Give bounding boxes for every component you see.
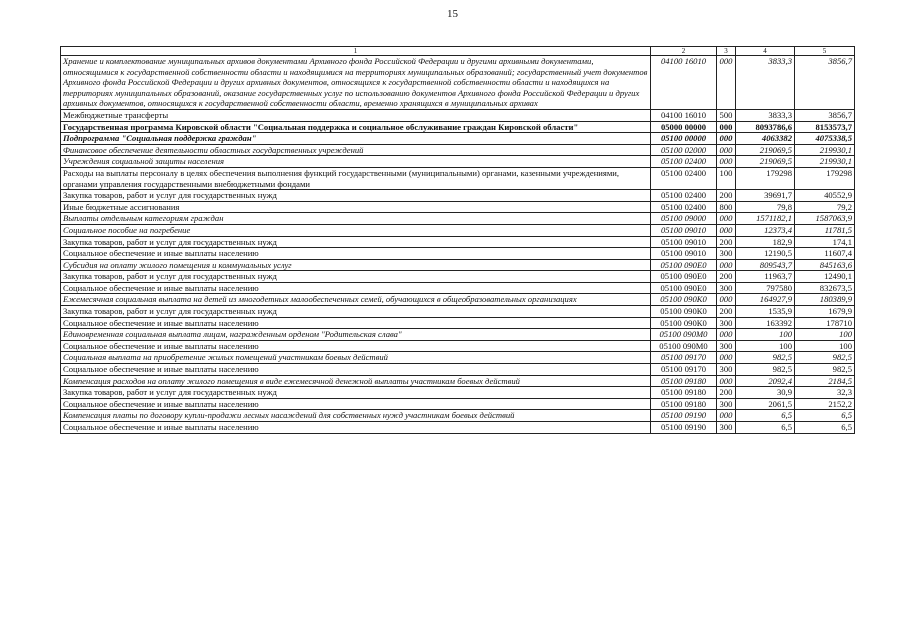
expense-type-code-cell: 000 xyxy=(717,121,736,133)
amount-year1-cell: 1535,9 xyxy=(736,306,795,318)
target-article-code-cell: 05100 02400 xyxy=(651,167,717,189)
table-row xyxy=(61,375,855,387)
table-row xyxy=(61,144,855,156)
amount-year2-cell: 100 xyxy=(795,329,855,341)
row-name-cell: Социальное обеспечение и иные выплаты населению xyxy=(61,282,651,294)
row-name-cell: Подпрограмма "Социальная поддержка граждан" xyxy=(61,133,651,145)
target-article-code-cell: 05100 09190 xyxy=(651,422,717,434)
amount-year2-cell: 174,1 xyxy=(795,236,855,248)
expense-type-code-cell: 300 xyxy=(717,248,736,260)
row-name-cell: Государственная программа Кировской области "Социальная поддержка и социальное обслуживание граждан Кировской области" xyxy=(61,121,651,133)
expense-type-code-cell: 300 xyxy=(717,282,736,294)
target-article-code-cell: 05100 09180 xyxy=(651,387,717,399)
table-row xyxy=(61,133,855,145)
amount-year2-cell: 11781,5 xyxy=(795,224,855,236)
amount-year1-cell: 982,5 xyxy=(736,364,795,376)
expense-type-code-cell: 000 xyxy=(717,294,736,306)
target-article-code-cell: 04100 16010 xyxy=(651,109,717,121)
target-article-code-cell: 05100 09010 xyxy=(651,236,717,248)
amount-year2-cell: 219930,1 xyxy=(795,156,855,168)
expense-type-code-cell: 000 xyxy=(717,213,736,225)
amount-year1-cell: 12190,5 xyxy=(736,248,795,260)
table-row xyxy=(61,271,855,283)
target-article-code-cell: 05100 090Е0 xyxy=(651,282,717,294)
amount-year1-cell: 100 xyxy=(736,340,795,352)
row-name-cell: Иные бюджетные ассигнования xyxy=(61,201,651,213)
amount-year1-cell: 8093786,6 xyxy=(736,121,795,133)
expense-type-code-cell: 300 xyxy=(717,340,736,352)
target-article-code-cell: 05100 090К0 xyxy=(651,317,717,329)
amount-year2-cell: 1679,9 xyxy=(795,306,855,318)
target-article-code-cell: 04100 16010 xyxy=(651,56,717,110)
target-article-code-cell: 05100 09170 xyxy=(651,364,717,376)
amount-year2-cell: 8153573,7 xyxy=(795,121,855,133)
row-name-cell: Социальное обеспечение и иные выплаты населению xyxy=(61,398,651,410)
table-row xyxy=(61,190,855,202)
amount-year2-cell: 6,5 xyxy=(795,410,855,422)
amount-year1-cell: 2061,5 xyxy=(736,398,795,410)
amount-year2-cell: 3856,7 xyxy=(795,109,855,121)
row-name-cell: Социальное пособие на погребение xyxy=(61,224,651,236)
table-row xyxy=(61,282,855,294)
table-row xyxy=(61,167,855,189)
amount-year1-cell: 100 xyxy=(736,329,795,341)
amount-year2-cell: 1587063,9 xyxy=(795,213,855,225)
table-row xyxy=(61,340,855,352)
expense-type-code-cell: 500 xyxy=(717,109,736,121)
row-name-cell: Межбюджетные трансферты xyxy=(61,109,651,121)
expense-type-code-cell: 000 xyxy=(717,133,736,145)
column-number: 2 xyxy=(651,47,717,56)
row-name-cell: Закупка товаров, работ и услуг для государственных нужд xyxy=(61,271,651,283)
amount-year2-cell: 11607,4 xyxy=(795,248,855,260)
amount-year2-cell: 982,5 xyxy=(795,364,855,376)
amount-year2-cell: 178710 xyxy=(795,317,855,329)
target-article-code-cell: 05100 02400 xyxy=(651,201,717,213)
target-article-code-cell: 05100 090М0 xyxy=(651,329,717,341)
row-name-cell: Социальное обеспечение и иные выплаты населению xyxy=(61,364,651,376)
amount-year1-cell: 982,5 xyxy=(736,352,795,364)
expense-type-code-cell: 300 xyxy=(717,317,736,329)
expense-type-code-cell: 300 xyxy=(717,422,736,434)
table-row xyxy=(61,236,855,248)
amount-year1-cell: 11963,7 xyxy=(736,271,795,283)
row-name-cell: Социальная выплата на приобретение жилых помещений участникам боевых действий xyxy=(61,352,651,364)
amount-year2-cell: 2152,2 xyxy=(795,398,855,410)
expense-type-code-cell: 200 xyxy=(717,387,736,399)
table-row xyxy=(61,201,855,213)
row-name-cell: Хранение и комплектование муниципальных архивов документами Архивного фонда Российской Федерации и другими архивными документами, относящимися к государственной собственности области и находящимися на территориях муниципальных образований; государственный учет документов Архивного фонда Российской Федерации и других архивных документов, относящихся к государственной собственности области и находящихся на территориях муниципальных образований, оказание государственных услуг по использованию документов Архивного фонда Российской Федерации и других архивных документов, относящихся к государственной собственности области, временно хранящихся в муниципальных архивах xyxy=(61,56,651,110)
target-article-code-cell: 05100 09010 xyxy=(651,224,717,236)
amount-year1-cell: 30,9 xyxy=(736,387,795,399)
expense-type-code-cell: 000 xyxy=(717,56,736,110)
target-article-code-cell: 05100 09000 xyxy=(651,213,717,225)
table-row xyxy=(61,109,855,121)
target-article-code-cell: 05100 02400 xyxy=(651,156,717,168)
row-name-cell: Компенсация платы по договору купли-продажи лесных насаждений для собственных нужд участникам боевых действий xyxy=(61,410,651,422)
table-body xyxy=(61,56,855,434)
table-row xyxy=(61,213,855,225)
amount-year2-cell: 6,5 xyxy=(795,422,855,434)
amount-year2-cell: 180389,9 xyxy=(795,294,855,306)
row-name-cell: Закупка товаров, работ и услуг для государственных нужд xyxy=(61,387,651,399)
row-name-cell: Социальное обеспечение и иные выплаты населению xyxy=(61,317,651,329)
amount-year1-cell: 797580 xyxy=(736,282,795,294)
expense-type-code-cell: 000 xyxy=(717,144,736,156)
amount-year1-cell: 2092,4 xyxy=(736,375,795,387)
amount-year1-cell: 164927,9 xyxy=(736,294,795,306)
target-article-code-cell: 05100 02000 xyxy=(651,144,717,156)
expense-type-code-cell: 000 xyxy=(717,352,736,364)
expense-type-code-cell: 800 xyxy=(717,201,736,213)
amount-year2-cell: 4075338,5 xyxy=(795,133,855,145)
amount-year2-cell: 2184,5 xyxy=(795,375,855,387)
expense-type-code-cell: 000 xyxy=(717,410,736,422)
expense-type-code-cell: 000 xyxy=(717,156,736,168)
table-row xyxy=(61,364,855,376)
column-number: 3 xyxy=(717,47,736,56)
expense-type-code-cell: 200 xyxy=(717,236,736,248)
table-row xyxy=(61,398,855,410)
target-article-code-cell: 05100 09180 xyxy=(651,375,717,387)
expense-type-code-cell: 000 xyxy=(717,259,736,271)
amount-year2-cell: 845163,6 xyxy=(795,259,855,271)
amount-year1-cell: 39691,7 xyxy=(736,190,795,202)
row-name-cell: Учреждения социальной защиты населения xyxy=(61,156,651,168)
expense-type-code-cell: 000 xyxy=(717,375,736,387)
table-row xyxy=(61,387,855,399)
row-name-cell: Единовременная социальная выплата лицам, награжденным орденом "Родительская слава" xyxy=(61,329,651,341)
target-article-code-cell: 05100 090Е0 xyxy=(651,259,717,271)
expense-type-code-cell: 300 xyxy=(717,398,736,410)
table-row xyxy=(61,248,855,260)
row-name-cell: Социальное обеспечение и иные выплаты населению xyxy=(61,340,651,352)
target-article-code-cell: 05100 090К0 xyxy=(651,294,717,306)
table-row xyxy=(61,410,855,422)
amount-year2-cell: 100 xyxy=(795,340,855,352)
target-article-code-cell: 05100 090К0 xyxy=(651,306,717,318)
column-number: 1 xyxy=(61,47,651,56)
expense-type-code-cell: 100 xyxy=(717,167,736,189)
row-name-cell: Закупка товаров, работ и услуг для государственных нужд xyxy=(61,190,651,202)
row-name-cell: Социальное обеспечение и иные выплаты населению xyxy=(61,422,651,434)
amount-year1-cell: 179298 xyxy=(736,167,795,189)
amount-year1-cell: 4063382 xyxy=(736,133,795,145)
amount-year2-cell: 79,2 xyxy=(795,201,855,213)
amount-year1-cell: 1571182,1 xyxy=(736,213,795,225)
amount-year2-cell: 3856,7 xyxy=(795,56,855,110)
row-name-cell: Расходы на выплаты персоналу в целях обеспечения выполнения функций государственными (муниципальными) органами, казенными учреждениями, органами управления государственными внебюджетными фондами xyxy=(61,167,651,189)
target-article-code-cell: 05100 090М0 xyxy=(651,340,717,352)
amount-year1-cell: 219069,5 xyxy=(736,144,795,156)
amount-year1-cell: 12373,4 xyxy=(736,224,795,236)
amount-year1-cell: 809543,7 xyxy=(736,259,795,271)
target-article-code-cell: 05100 09170 xyxy=(651,352,717,364)
target-article-code-cell: 05100 09010 xyxy=(651,248,717,260)
row-name-cell: Социальное обеспечение и иные выплаты населению xyxy=(61,248,651,260)
amount-year1-cell: 182,9 xyxy=(736,236,795,248)
amount-year1-cell: 3833,3 xyxy=(736,109,795,121)
table-row xyxy=(61,121,855,133)
table-row xyxy=(61,259,855,271)
table-row xyxy=(61,306,855,318)
target-article-code-cell: 05100 090Е0 xyxy=(651,271,717,283)
amount-year1-cell: 3833,3 xyxy=(736,56,795,110)
budget-table xyxy=(60,46,855,434)
table-row xyxy=(61,329,855,341)
expense-type-code-cell: 300 xyxy=(717,364,736,376)
column-number: 4 xyxy=(736,47,795,56)
column-number-row xyxy=(61,47,855,56)
table-row xyxy=(61,317,855,329)
expense-type-code-cell: 000 xyxy=(717,329,736,341)
table-row xyxy=(61,224,855,236)
amount-year1-cell: 163392 xyxy=(736,317,795,329)
amount-year2-cell: 219930,1 xyxy=(795,144,855,156)
expense-type-code-cell: 000 xyxy=(717,224,736,236)
target-article-code-cell: 05000 00000 xyxy=(651,121,717,133)
row-name-cell: Компенсация расходов на оплату жилого помещения в виде ежемесячной денежной выплаты участникам боевых действий xyxy=(61,375,651,387)
amount-year2-cell: 32,3 xyxy=(795,387,855,399)
amount-year1-cell: 6,5 xyxy=(736,410,795,422)
amount-year1-cell: 79,8 xyxy=(736,201,795,213)
target-article-code-cell: 05100 00000 xyxy=(651,133,717,145)
target-article-code-cell: 05100 02400 xyxy=(651,190,717,202)
table-row xyxy=(61,294,855,306)
expense-type-code-cell: 200 xyxy=(717,271,736,283)
amount-year1-cell: 6,5 xyxy=(736,422,795,434)
table-row xyxy=(61,422,855,434)
table-row xyxy=(61,352,855,364)
expense-type-code-cell: 200 xyxy=(717,190,736,202)
target-article-code-cell: 05100 09180 xyxy=(651,398,717,410)
amount-year2-cell: 12490,1 xyxy=(795,271,855,283)
target-article-code-cell: 05100 09190 xyxy=(651,410,717,422)
row-name-cell: Закупка товаров, работ и услуг для государственных нужд xyxy=(61,306,651,318)
row-name-cell: Субсидия на оплату жилого помещения и коммунальных услуг xyxy=(61,259,651,271)
row-name-cell: Выплаты отдельным категориям граждан xyxy=(61,213,651,225)
page-number: 15 xyxy=(447,8,458,20)
row-name-cell: Финансовое обеспечение деятельности областных государственных учреждений xyxy=(61,144,651,156)
column-number: 5 xyxy=(795,47,855,56)
amount-year2-cell: 832673,5 xyxy=(795,282,855,294)
table-row xyxy=(61,156,855,168)
amount-year2-cell: 40552,9 xyxy=(795,190,855,202)
row-name-cell: Ежемесячная социальная выплата на детей из многодетных малообеспеченных семей, обучающихся в общеобразовательных организациях xyxy=(61,294,651,306)
expense-type-code-cell: 200 xyxy=(717,306,736,318)
table-row xyxy=(61,56,855,110)
amount-year1-cell: 219069,5 xyxy=(736,156,795,168)
amount-year2-cell: 982,5 xyxy=(795,352,855,364)
amount-year2-cell: 179298 xyxy=(795,167,855,189)
row-name-cell: Закупка товаров, работ и услуг для государственных нужд xyxy=(61,236,651,248)
